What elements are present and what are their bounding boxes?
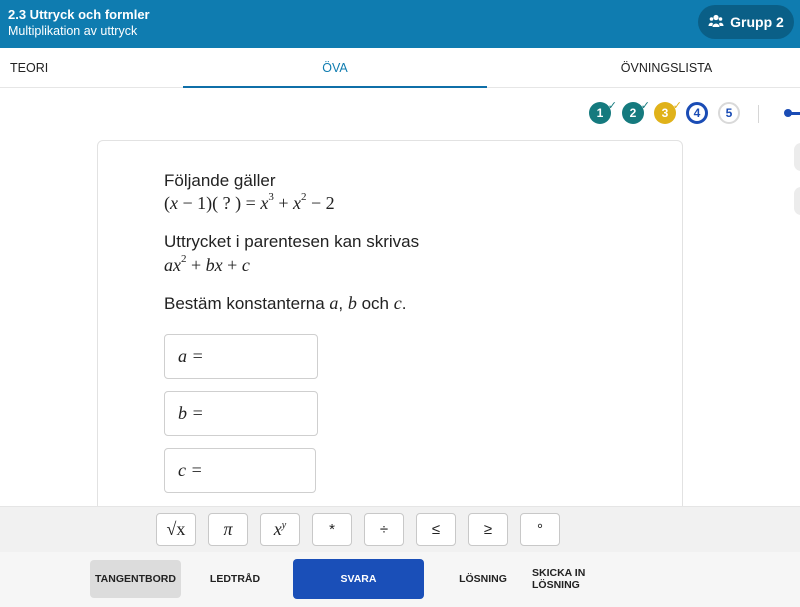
degree-key[interactable] — [520, 513, 560, 546]
answer-label-c: c = — [178, 460, 203, 480]
section-subtitle: Multiplikation av uttryck — [8, 24, 138, 38]
submit-solution-button[interactable]: SKICKA IN LÖSNING — [532, 567, 586, 591]
exercise-step-3[interactable] — [654, 100, 682, 124]
question-period: . — [401, 294, 407, 313]
multiply-icon: * — [329, 521, 335, 538]
greater-equal-icon: ≥ — [483, 521, 493, 538]
power-exponent: y — [281, 520, 287, 531]
tab-bar — [0, 48, 800, 88]
problem-statement: Uttrycket i parentesen kan skrivas — [164, 232, 420, 251]
keyboard-button[interactable]: TANGENTBORD — [90, 560, 181, 598]
step-number: 5 — [725, 106, 733, 120]
sqrt-icon: √x — [166, 519, 186, 539]
answer-label-a: a = — [178, 346, 204, 366]
tab-ovningslista[interactable]: ÖVNINGSLISTA — [620, 61, 713, 75]
group-button[interactable] — [698, 5, 794, 39]
side-panel-button[interactable] — [794, 143, 800, 171]
equation-1: (x − 1)( ? ) = $x^3 + x^2 - 2$ — [164, 191, 335, 213]
group-button-label: Grupp 2 — [730, 14, 784, 30]
check-icon: ✓ — [607, 100, 617, 112]
hint-button[interactable]: LEDTRÅD — [209, 573, 261, 585]
people-icon — [708, 13, 724, 32]
section-title: 2.3 Uttryck och formler — [8, 7, 150, 22]
answer-label-b: b = — [178, 403, 204, 423]
less-equal-icon: ≤ — [431, 521, 441, 538]
var-b: b — [347, 293, 357, 313]
problem-intro: Följande gäller — [164, 171, 276, 190]
step-number: 3 — [661, 106, 669, 120]
less-equal-key[interactable] — [416, 513, 456, 546]
var-c: c — [393, 293, 402, 313]
math-keyboard — [0, 506, 800, 552]
problem-card — [97, 140, 683, 520]
divide-key[interactable] — [364, 513, 404, 546]
answer-input-b[interactable] — [164, 391, 318, 436]
pi-key[interactable] — [208, 513, 248, 546]
power-icon — [274, 519, 286, 540]
sqrt-key[interactable] — [156, 513, 196, 546]
tab-ova[interactable]: ÖVA — [183, 48, 487, 88]
exercise-step-5[interactable] — [718, 102, 740, 124]
check-icon: ✓ — [672, 100, 682, 112]
greater-equal-key[interactable] — [468, 513, 508, 546]
degree-icon: ° — [537, 521, 543, 538]
answer-input-c[interactable] — [164, 448, 316, 493]
power-base: x — [273, 519, 282, 539]
divide-icon: ÷ — [379, 521, 389, 538]
problem-question — [164, 293, 406, 314]
divider — [758, 105, 759, 123]
question-and: och — [361, 294, 390, 313]
pi-icon: π — [223, 519, 233, 539]
exercise-step-2[interactable] — [622, 100, 650, 124]
question-comma: , — [338, 294, 344, 313]
app-header — [0, 0, 800, 48]
step-number: 4 — [693, 106, 701, 120]
question-text: Bestäm konstanterna — [164, 294, 325, 313]
multiply-key[interactable] — [312, 513, 352, 546]
answer-input-a[interactable] — [164, 334, 318, 379]
power-key[interactable] — [260, 513, 300, 546]
side-panel-button[interactable] — [794, 187, 800, 215]
var-a: a — [329, 293, 339, 313]
exercise-step-1[interactable] — [589, 100, 617, 124]
exercise-step-4[interactable] — [686, 102, 708, 124]
step-number: 1 — [596, 106, 604, 120]
solution-button[interactable]: LÖSNING — [459, 573, 507, 585]
equation-2: $ax^2$ + bx + c — [164, 253, 250, 275]
tab-teori[interactable]: TEORI — [10, 61, 49, 75]
check-icon: ✓ — [640, 100, 650, 112]
answer-button[interactable]: SVARA — [293, 559, 424, 599]
slider-handle[interactable] — [784, 109, 792, 117]
action-bar — [0, 552, 800, 607]
step-number: 2 — [629, 106, 637, 120]
